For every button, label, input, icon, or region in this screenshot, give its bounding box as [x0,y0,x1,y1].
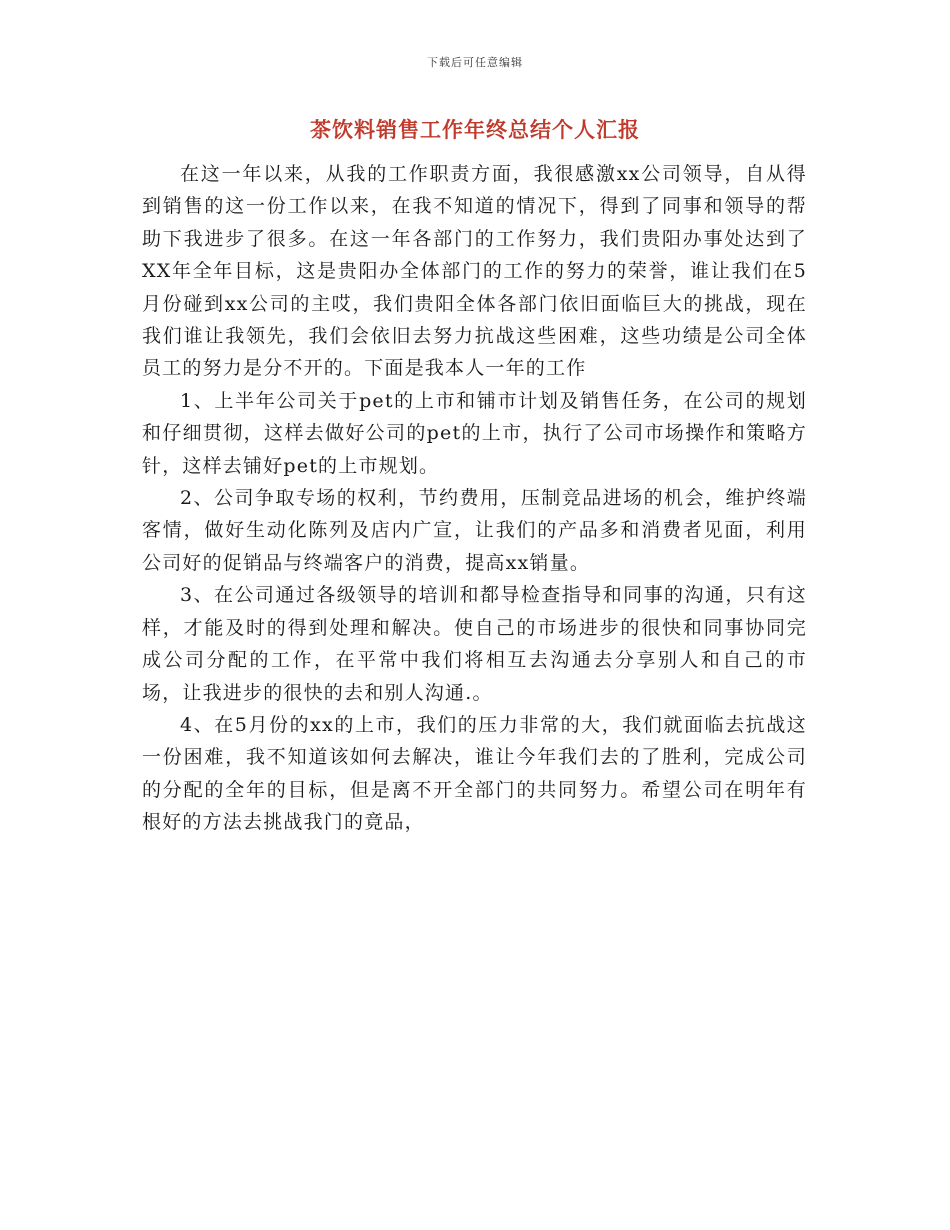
paragraph-intro: 在这一年以来，从我的工作职责方面，我很感激xx公司领导，自从得到销售的这一份工作以来，在我不知道的情况下，得到了同事和领导的帮助下我进步了很多。在这一年各部门的工作努力，我们贵阳办事处达到了XX年全年目标，这是贵阳办全体部门的工作的努力的荣誉，谁让我们在5月份碰到xx公司的主哎，我们贵阳全体各部门依旧面临巨大的挑战，现在我们谁让我领先，我们会依旧去努力抗战这些困难，这些功绩是公司全体员工的努力是分不开的。下面是我本人一年的工作 [142,163,807,380]
document-body [142,158,807,839]
paragraph-item-4: 4、在5月份的xx的上市，我们的压力非常的大，我们就面临去抗战这一份困难，我不知道该如何去解决，谁让今年我们去的了胜利，完成公司的分配的全年的目标，但是离不开全部门的共同努力。希望公司在明年有根好的方法去挑战我门的竟品， [142,713,807,834]
document-title: 茶饮料销售工作年终总结个人汇报 [310,117,640,142]
header-note: 下载后可任意编辑 [427,56,523,69]
paragraph-item-1: 1、上半年公司关于pet的上市和铺市计划及销售任务，在公司的规划和仔细贯彻，这样去做好公司的pet的上市，执行了公司市场操作和策略方针，这样去铺好pet的上市规划。 [142,389,807,477]
paragraph-item-3: 3、在公司通过各级领导的培训和都导检查指导和同事的沟通，只有这样，才能及时的得到处理和解决。使自己的市场进步的很快和同事协同完成公司分配的工作，在平常中我们将相互去沟通去分享别人和自己的市场，让我进步的很快的去和别人沟通.。 [142,584,807,704]
paragraph-item-2: 2、公司争取专场的权利，节约费用，压制竞品进场的机会，维护终端客情，做好生动化陈列及店内广宣，让我们的产品多和消费者见面，利用公司好的促销品与终端客户的消费，提高xx销量。 [142,487,807,574]
